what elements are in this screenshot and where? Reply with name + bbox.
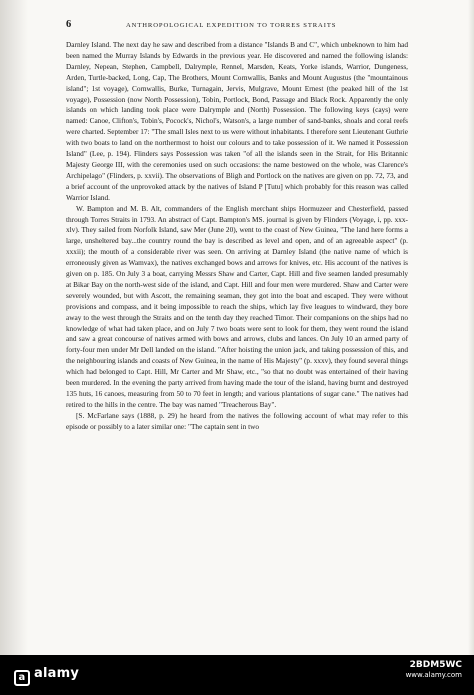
paragraph: W. Bampton and M. B. Alt, commanders of the English merchant ships Hormuzeer and Chesterfield, passed through Torres Straits in 1793. An abstract of Capt. Bampton's MS. journal is given by Flinders (Voyage, i, pp. xxx-xlv). They sailed from Norfolk Island, saw Mer (June 20), went to the coast of New Guinea, "The land here forms a large, unsheltered bay...the country round the bay is described as level and open, and of an agreeable aspect" (p. xxxii); the mouth of a considerable river was seen. On arriving at Darnley Island (the native name of which is erroneously given as Wamvax), the natives exchanged bows and arrows for knives, etc. His account of the natives is given on p. 185. On July 3 a boat, carrying Messrs Shaw and Carter, Capt. Hill and five seamen landed presumably at Bikar Bay on the north-west side of the island, and Capt. Hill and four men were murdered. Shaw and Carter were severely wounded, but with Ascott, the remaining seaman, they got into the boat and escaped. They were without provisions and compass, and it being impossible to reach the ships, which lay five leagues to windward, they bore away to the west through the Straits and on the tenth day they reached Timor. Their companions on the ships had no knowledge of what had taken place, and on July 7 two boats were sent to look for them, they went round the island and saw a great concourse of natives armed with bows and arrows, clubs and lances. On July 10 an armed party of forty-four men under Mr Dell landed on the island. "After hoisting the union jack, and taking possession of this, and the neighbouring islands and coasts of New Guinea, in the name of His Majesty" (p. xxxv), they found several things which had belonged to Capt. Hill, Mr Carter and Mr Shaw, etc., "so that no doubt was entertained of their having been murdered. In the evening the party arrived from having made the tour of the island, having burnt and destroyed 135 huts, 16 canoes, measuring from 50 to 70 feet in length; and various plantations of sugar cane." The natives had retired to the hills in the centre. The bay was named "Treacherous Bay". (66, 203, 408, 409)
page-edge (468, 0, 474, 695)
alamy-logo-icon: a (14, 670, 30, 686)
paragraph: Darnley Island. The next day he saw and described from a distance "Islands B and C", which unbeknown to him had been named the Murray Islands by Edwards in the previous year. He discovered and named the following islands: Darnley, Nepean, Stephen, Campbell, Dalrymple, Rennel, Marsden, Keats, Yorke islands, Warrior, Dungeness, Arden, Turtle-backed, Long, Cap, The Brothers, Mount Cornwallis, Banks and Mount Augustus (the "mountainous island"; 1st voyage), Cornwallis, Burke, Turnagain, Jervis, Mulgrave, Mount Ernest (the peaked hill of the 1st voyage), Possession (now North Possession), Tobin, Portlock, Bond, Passage and Black Rock. Apparently the only islands on which landing took place were Dalrymple and (North) Possession. The following keys (cays) were named: Canoe, Clifton's, Tobin's, Pocock's, Nichol's, Watson's, a large number of sand-banks, shoals and coral reefs were charted. September 17: "The small Isles next to us were without inhabitants. I therefore sent Lieutenant Guthrie with two boats to land on the northermost to hoist our colours and to take possession of it. We named it Possession Island" (Lee, p. 194). Flinders says Possession was taken "of all the islands seen in the Strait, for His Britannic Majesty George III, with the ceremonies used on such occasions: the name bestowed on the whole, was Clarence's Archipelago" (Flinders, p. xxvii). The observations of Bligh and Portlock on the natives are given on pp. 72, 73, and a brief account of the unprovoked attack by the natives of Island P [Tutu] which probably for this reason was called Warrior Island. (66, 40, 408, 202)
alamy-logo-text: alamy (34, 666, 80, 681)
image-id: 2BDM5WC (409, 660, 462, 670)
binding-shadow (0, 0, 28, 695)
watermark-bar (0, 655, 474, 695)
running-head: ANTHROPOLOGICAL EXPEDITION TO TORRES STRAITS (126, 22, 337, 29)
body-text (66, 40, 408, 433)
site-url: www.alamy.com (405, 671, 462, 679)
page-number: 6 (66, 19, 72, 30)
paragraph: [S. McFarlane says (1888, p. 29) he heard from the natives the following account of what may refer to this episode or possibly to a later similar one: "The captain sent in two (66, 410, 408, 431)
watermark-info (406, 660, 462, 680)
alamy-logo (14, 665, 79, 686)
page-header (66, 18, 406, 32)
